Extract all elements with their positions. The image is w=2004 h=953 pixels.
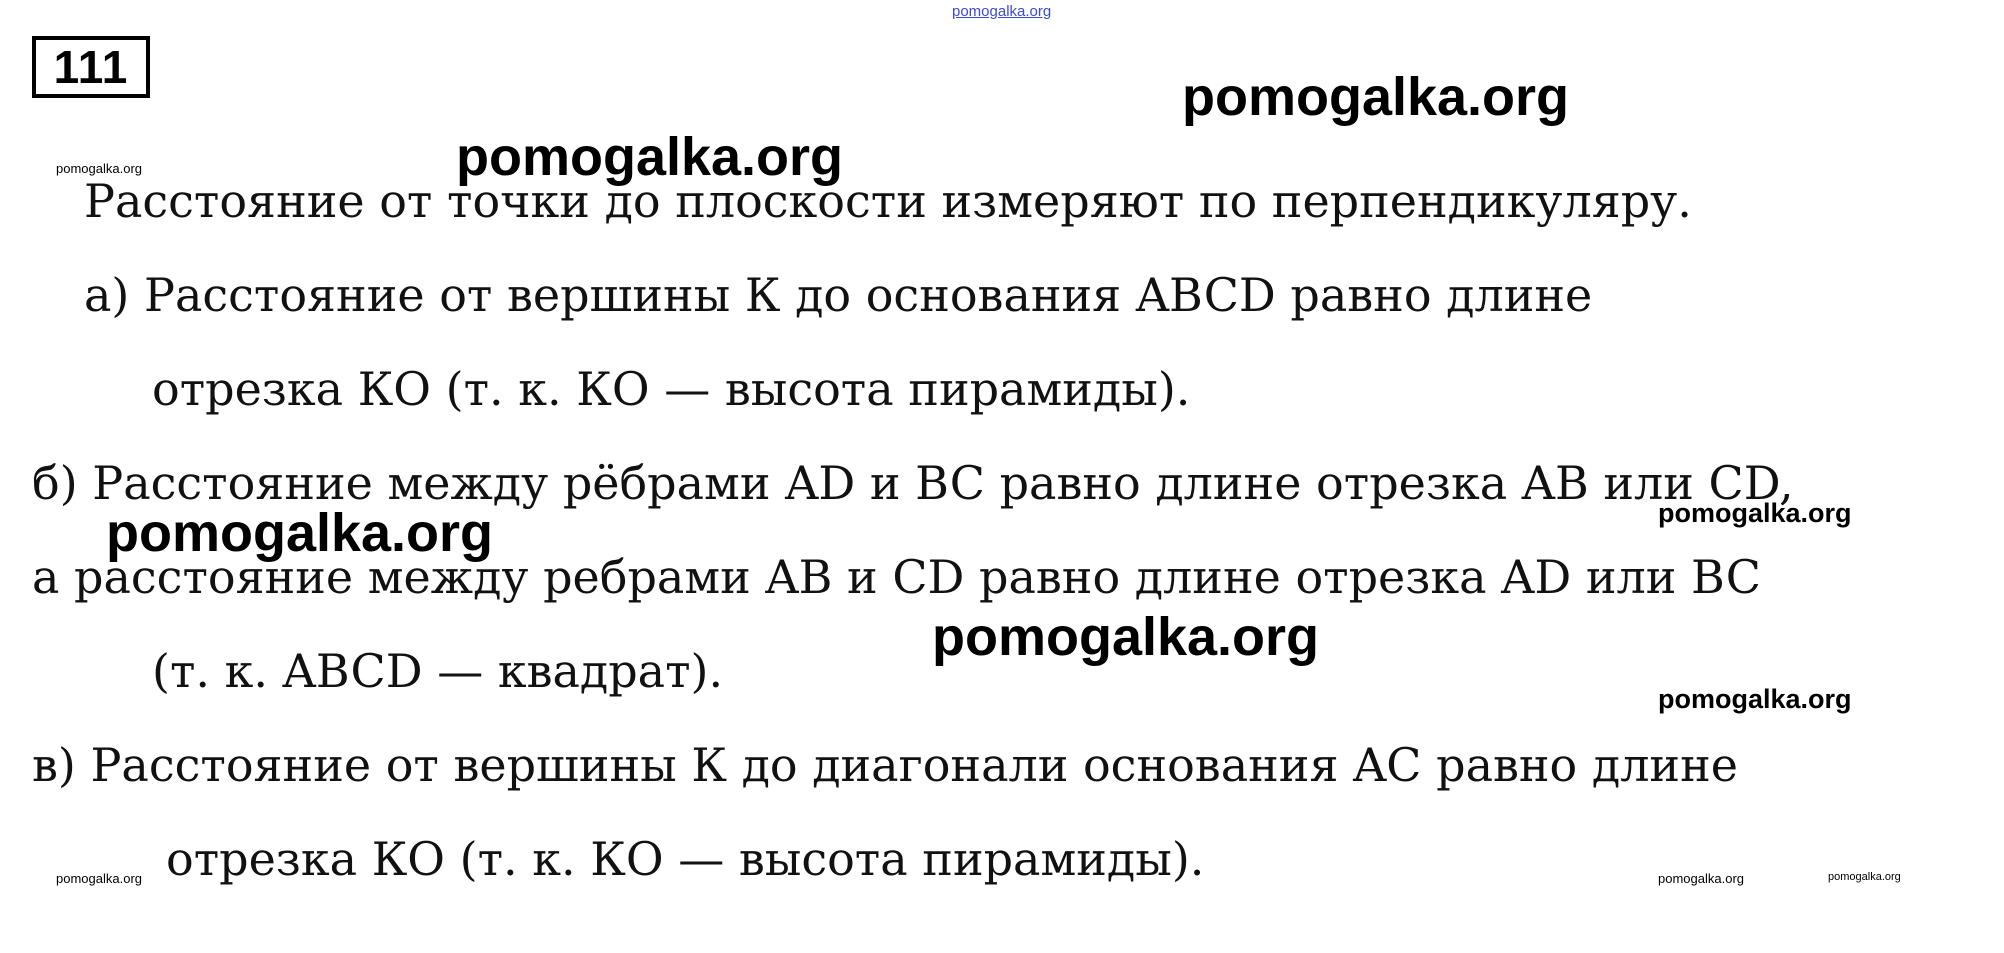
watermark-large: pomogalka.org (1182, 67, 1570, 127)
intro-text: Расстояние от точки до плоскости измеряют по перпендикуляру. (84, 174, 1692, 228)
watermark-large: pomogalka.org (932, 607, 1320, 667)
problem-number-box: 111 (32, 36, 150, 98)
part-a-line-1: а) Расстояние от вершины К до основания ABCD равно длине (84, 268, 1593, 322)
watermark-small: pomogalka.org (56, 161, 142, 176)
watermark-medium: pomogalka.org (1658, 498, 1852, 528)
part-a-line-2: отрезка КО (т. к. КО — высота пирамиды). (152, 362, 1191, 416)
part-b-line-2: а расстояние между ребрами AB и CD равно длине отрезка AD или BC (32, 550, 1761, 604)
part-b-line-1: б) Расстояние между рёбрами AD и BC равно длине отрезка AB или CD, (32, 456, 1794, 510)
watermark-small: pomogalka.org (1658, 871, 1744, 886)
watermark-medium: pomogalka.org (1658, 684, 1852, 714)
part-c-line-1: в) Расстояние от вершины К до диагонали основания AC равно длине (32, 738, 1738, 792)
watermark-top-link[interactable]: pomogalka.org (952, 3, 1052, 20)
watermark-small: pomogalka.org (1828, 871, 1901, 883)
part-c-line-2: отрезка КО (т. к. КО — высота пирамиды). (166, 832, 1205, 886)
watermark-large: pomogalka.org (106, 503, 494, 563)
watermark-large: pomogalka.org (456, 127, 844, 187)
part-b-line-3: (т. к. ABCD — квадрат). (152, 644, 724, 698)
watermark-small: pomogalka.org (56, 871, 142, 886)
